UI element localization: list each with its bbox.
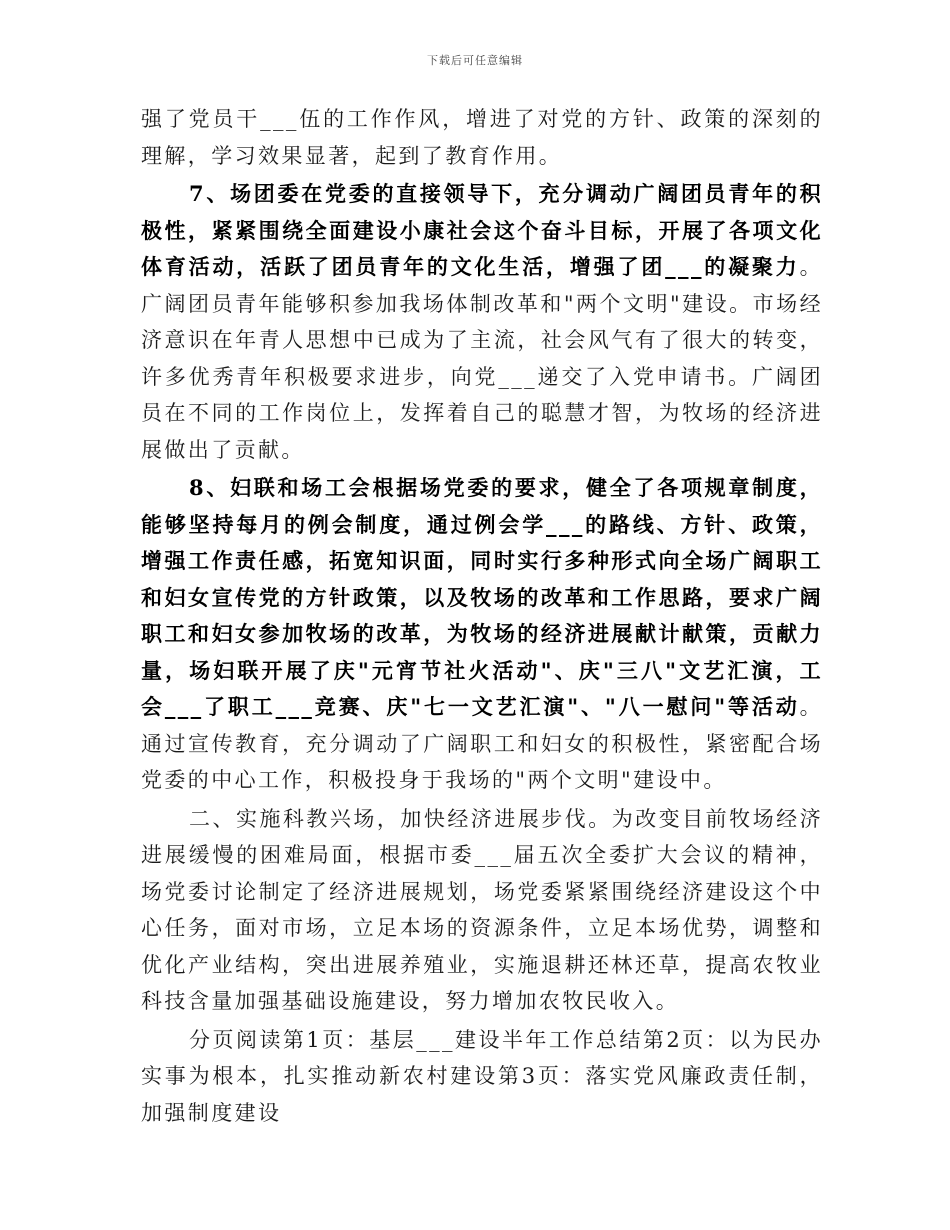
paragraph-bold-text: 7、场团委在党委的直接领导下，充分调动广阔团员青年的积极性，紧紧围绕全面建设小康社会这个奋斗目标，开展了各项文化体育活动，活跃了团员青年的文化生活，增强了团___的凝聚力	[141, 181, 823, 279]
paragraph-text: 强了党员干___伍的工作作风，增进了对党的方针、政策的深刻的理解，学习效果显著，起到了教育作用。	[141, 107, 823, 168]
paragraph-pagination	[141, 1022, 823, 1132]
paragraph-text: 分页阅读第1页：基层___建设半年工作总结第2页：以为民办实事为根本，扎实推动新农村建设第3页：落实党风廉政责任制，加强制度建设	[141, 1027, 823, 1125]
paragraph-text: 。广阔团员青年能够积参加我场体制改革和"两个文明"建设。市场经济意识在年青人思想中已成为了主流，社会风气有了很大的转变，许多优秀青年积极要求进步，向党___递交了入党申请书。广阔团员在不同的工作岗位上，发挥着自己的聪慧才智，为牧场的经济进展做出了贡献。	[141, 255, 823, 462]
paragraph-bold-text: 8、妇联和场工会根据场党委的要求，健全了各项规章制度，能够坚持每月的例会制度，通过例会学___的路线、方针、政策，增强工作责任感，拓宽知识面，同时实行多种形式向全场广阔职工和妇女宣传党的方针政策，以及牧场的改革和工作思路，要求广阔职工和妇女参加牧场的改革，为牧场的经济进展献计献策，贡献力量，场妇联开展了庆"元宵节社火活动"、庆"三八"文艺汇演，工会___了职工___竞赛、庆"七一文艺汇演"、"八一慰问"等活动	[141, 475, 823, 719]
paragraph-text: 。通过宣传教育，充分调动了广阔职工和妇女的积极性，紧密配合场党委的中心工作，积极投身于我场的"两个文明"建设中。	[141, 695, 823, 792]
paragraph-text: 二、实施科教兴场，加快经济进展步伐。为改变目前牧场经济进展缓慢的困难局面，根据市委___届五次全委扩大会议的精神，场党委讨论制定了经济进展规划，场党委紧紧围绕经济建设这个中心任务，面对市场，立足本场的资源条件，立足本场优势，调整和优化产业结构，突出进展养殖业，实施退耕还林还草，提高农牧业科技含量加强基础设施建设，努力增加农牧民收入。	[141, 806, 823, 1013]
page-header: 下载后可任意编辑	[427, 54, 523, 67]
document-body	[141, 101, 823, 1133]
paragraph-party-members	[141, 101, 823, 174]
paragraph-science-education	[141, 801, 823, 1020]
paragraph-youth-league	[141, 176, 823, 468]
paragraph-womens-federation	[141, 470, 823, 799]
